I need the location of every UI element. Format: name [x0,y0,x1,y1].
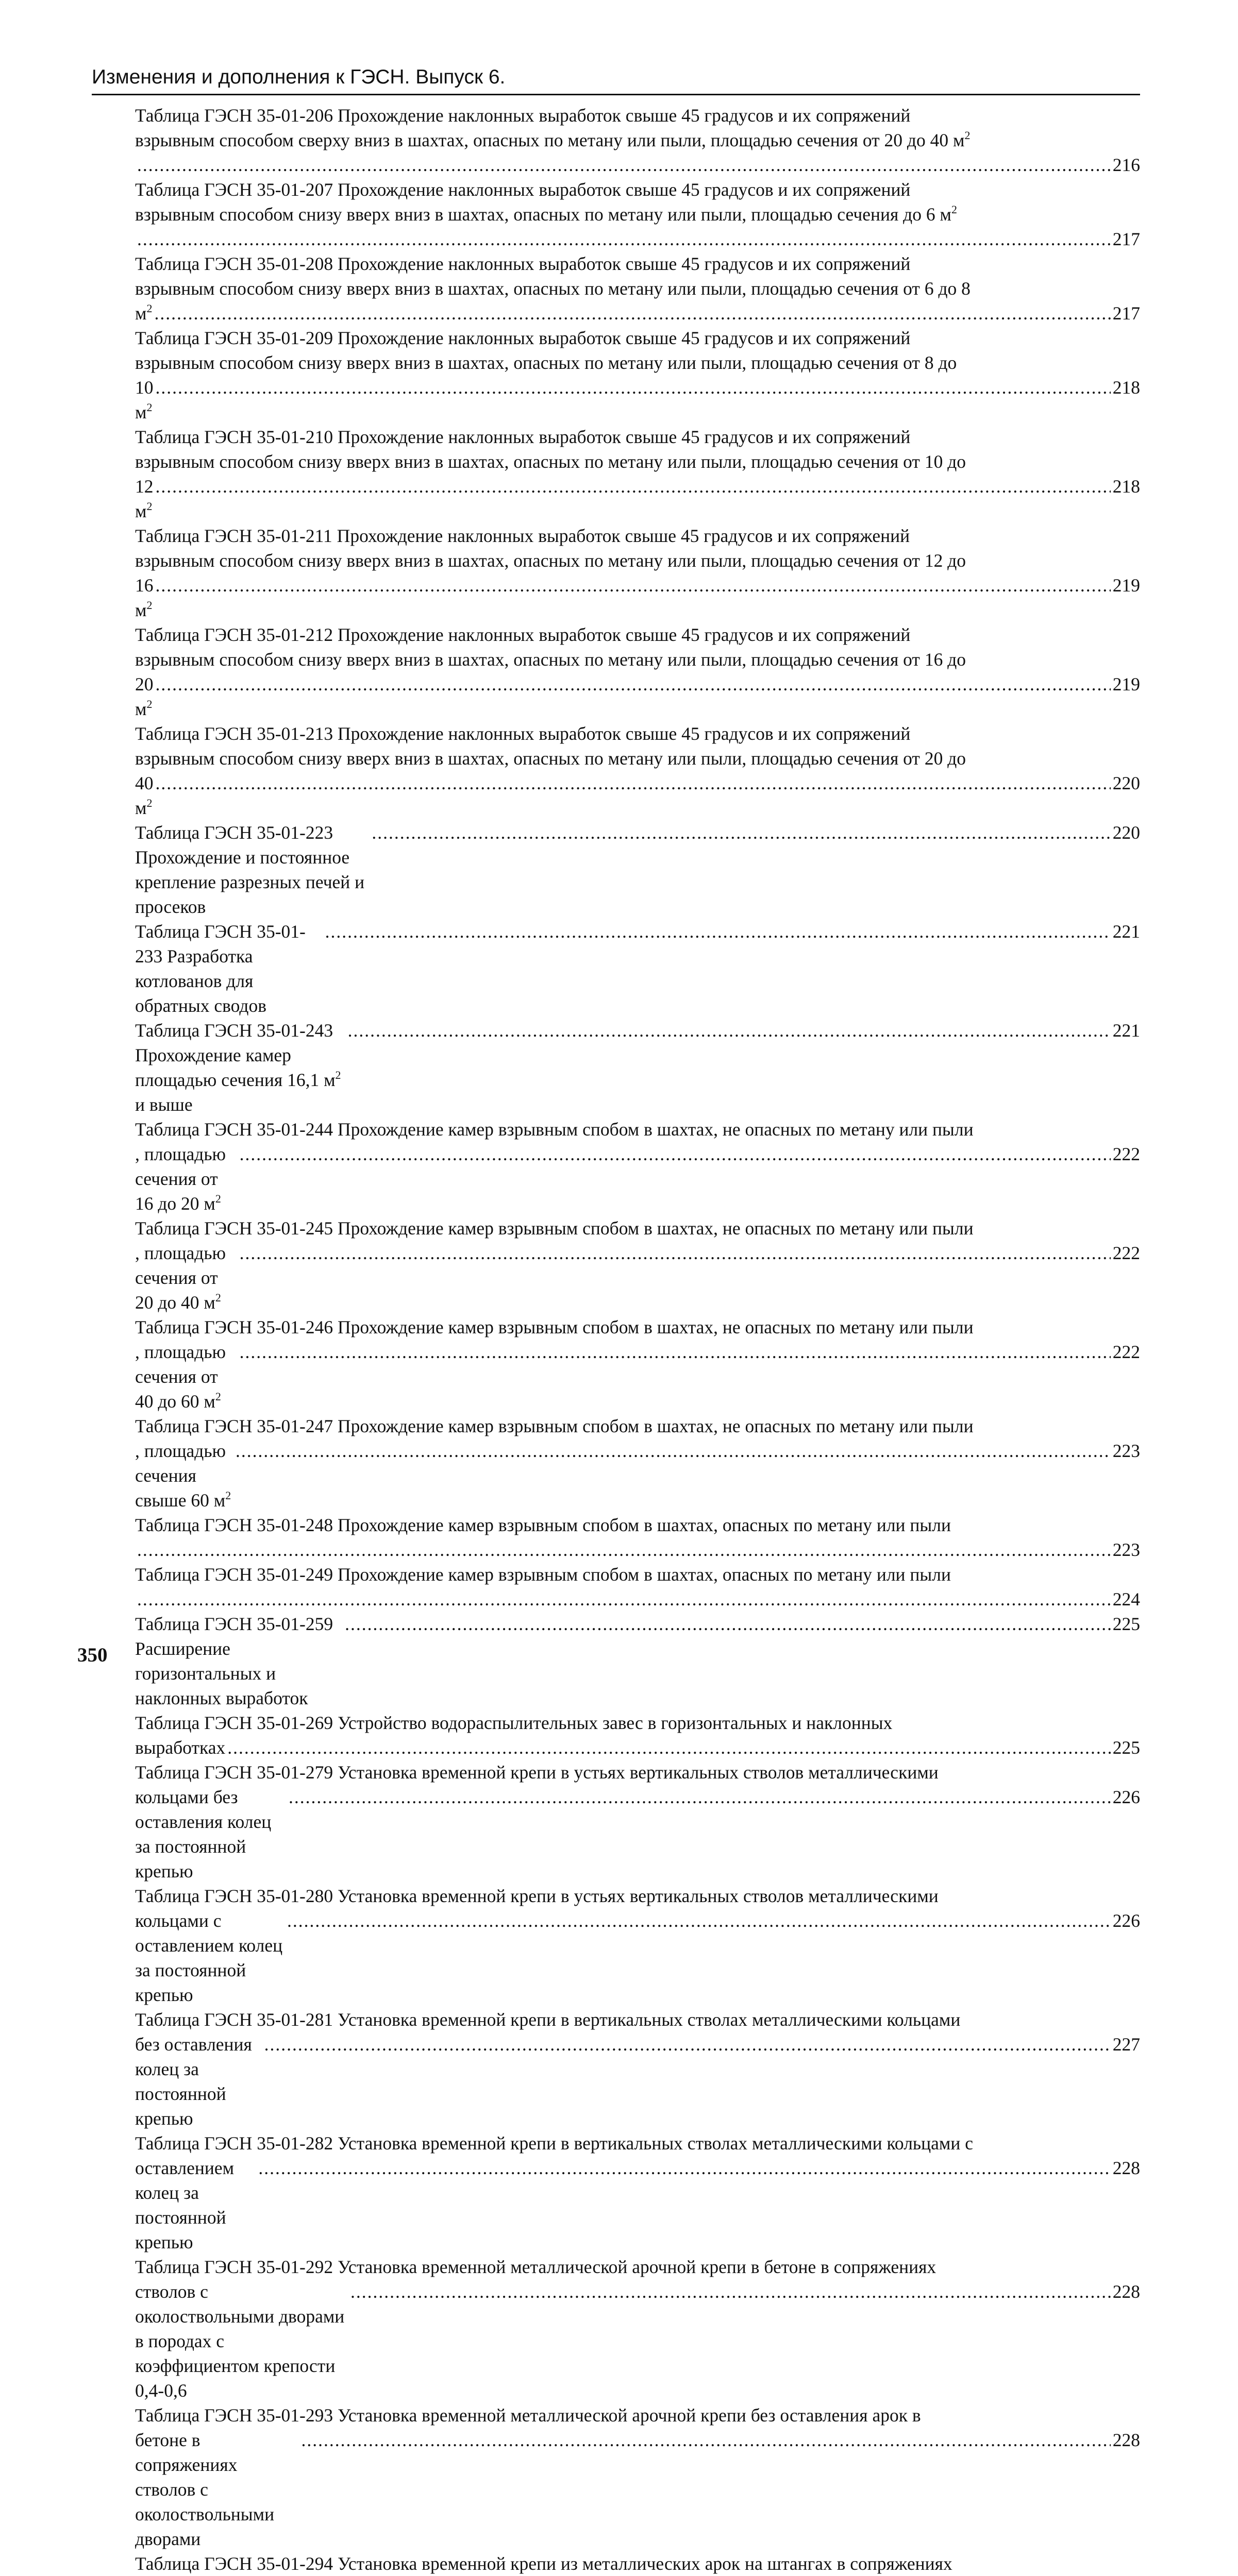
toc-entry-line: Таблица ГЭСН 35-01-269 Устройство водораспылительных завес в горизонтальных и наклонных [135,1713,893,1733]
toc-entry-line: взрывным способом сверху вниз в шахтах, опасных по метану или пыли, площадью сечения от 20 до 40 $м^2$ [135,129,971,150]
toc-page-number[interactable]: 225 [1112,1737,1140,1758]
toc-entry-leader-line [135,1908,1140,2007]
toc-entry-line: Таблица ГЭСН 35-01-281 Установка временной крепи в вертикальных стволах металлическими кольцами [135,2009,961,2030]
toc-entry-title-tail: , площадью сечения от 40 до 60 $м^2$ [135,1342,226,1412]
toc-entry-leader-line [135,474,1140,523]
toc-page-number[interactable]: 217 [1112,229,1140,249]
toc-page-number[interactable]: 228 [1112,2430,1140,2450]
toc-entry-line: Таблица ГЭСН 35-01-293 Установка временной металлической арочной крепи без оставления арок в [135,2405,921,2426]
toc-entry[interactable] [135,1562,1140,1612]
toc-entry-leader-line [135,1785,1140,1884]
toc-entry-leader-line [135,1587,1140,1612]
dot-leader [264,2032,1111,2057]
toc-entry-line: взрывным способом снизу вверх вниз в шахтах, опасных по метану или пыли, площадью сечения до 6 $м^2$ [135,203,957,225]
toc-entry-title-tail: кольцами с оставлением колец за постоянной крепью [135,1910,283,2005]
toc-entry[interactable] [135,919,1140,1018]
toc-entry-line: Таблица ГЭСН 35-01-244 Прохождение камер взрывным спобом в шахтах, не опасных по метану или пыли [135,1119,974,1140]
toc-page-number[interactable]: 224 [1112,1589,1140,1609]
toc-page-number[interactable]: 219 [1112,575,1140,596]
toc-entry-title-tail: , площадью сечения от 16 до 20 $м^2$ [135,1144,226,1214]
dot-leader [301,2428,1110,2452]
toc-entry-line: взрывным способом снизу вверх вниз в шахтах, опасных по метану или пыли, площадью сечения от 12 до [135,550,966,571]
toc-entry-line: Таблица ГЭСН 35-01-213 Прохождение наклонных выработок свыше 45 градусов и их сопряжений [135,723,911,744]
toc-entry-leader-line [135,1142,1140,1216]
toc-entry[interactable] [135,177,1140,251]
toc-entry-leader-line [135,2279,1140,2403]
toc-entry-title-tail: Таблица ГЭСН 35-01-259 Расширение горизонтальных и наклонных выработок [135,1614,333,1708]
dot-leader [289,1785,1111,1809]
dot-leader [350,2279,1111,2304]
dot-leader [240,1142,1111,1166]
toc-entry[interactable] [135,1760,1140,1884]
dot-leader [156,672,1111,697]
toc-entry-line: Таблица ГЭСН 35-01-208 Прохождение наклонных выработок свыше 45 градусов и их сопряжений [135,253,911,274]
dot-leader [348,1018,1111,1043]
toc-entry-leader-line [135,2428,1140,2551]
toc-entry[interactable] [135,721,1140,820]
toc-entry-leader-line [135,1537,1140,1562]
toc-page-number[interactable]: 221 [1112,921,1140,942]
dot-leader [372,820,1110,845]
toc-entry-title-tail: бетоне в сопряжениях стволов с околоствольными дворами [135,2430,275,2549]
toc-entry[interactable] [135,2403,1140,2551]
toc-entry[interactable] [135,1612,1140,1710]
toc-entry[interactable] [135,1117,1140,1216]
toc-entry[interactable] [135,622,1140,721]
toc-page-number[interactable]: 227 [1112,2034,1140,2055]
toc-entry-line: Таблица ГЭСН 35-01-211 Прохождение наклонных выработок свыше 45 градусов и их сопряжений [135,526,910,546]
toc-entry-leader-line [135,2156,1140,2255]
dot-leader [345,1612,1111,1636]
toc-page-number[interactable]: 218 [1112,476,1140,497]
toc-entry-leader-line [135,1735,1140,1760]
toc-entry-leader-line [135,1340,1140,1414]
toc-entry-leader-line [135,919,1140,1018]
toc-page-number[interactable]: 228 [1112,2281,1140,2302]
toc-entry[interactable] [135,1884,1140,2007]
toc-entry-line: взрывным способом снизу вверх вниз в шахтах, опасных по метану или пыли, площадью сечения от 10 до [135,451,966,472]
dot-leader [287,1908,1111,1933]
dot-leader [240,1241,1111,1265]
toc-entry[interactable] [135,425,1140,523]
toc-entry-line: Таблица ГЭСН 35-01-206 Прохождение наклонных выработок свыше 45 градусов и их сопряжений [135,105,911,126]
toc-entry-line: Таблица ГЭСН 35-01-248 Прохождение камер взрывным спобом в шахтах, опасных по метану или пыли [135,1515,951,1535]
toc-entry-leader-line [135,672,1140,721]
page-number: 350 [77,1644,108,1666]
toc-entry[interactable] [135,523,1140,622]
toc-entry-leader-line [135,227,1140,251]
toc-entry-title-tail: 40 $м^2$ [135,773,154,818]
toc-entry[interactable] [135,103,1140,177]
dot-leader [156,573,1111,598]
toc-page-number[interactable]: 218 [1112,377,1140,398]
toc-entry-leader-line [135,375,1140,425]
toc-entry-leader-line [135,2032,1140,2131]
dot-leader [240,1340,1111,1364]
toc-entry-line: Таблица ГЭСН 35-01-247 Прохождение камер взрывным спобом в шахтах, не опасных по метану или пыли [135,1416,974,1436]
dot-leader [156,771,1111,795]
toc-entry-line: Таблица ГЭСН 35-01-210 Прохождение наклонных выработок свыше 45 градусов и их сопряжений [135,427,911,447]
toc-entry-title-tail: Таблица ГЭСН 35-01-243 Прохождение камер площадью сечения 16,1 $м^2$ и выше [135,1020,341,1115]
toc-entry-line: взрывным способом снизу вверх вниз в шахтах, опасных по метану или пыли, площадью сечения от 8 до [135,352,957,373]
dot-leader [258,2156,1110,2180]
toc-entry-leader-line [135,771,1140,820]
toc-page-number[interactable]: 220 [1112,822,1140,843]
toc-entry-title-tail: 12 $м^2$ [135,476,154,521]
toc-entry-title-tail: 10 $м^2$ [135,377,154,422]
toc-entry[interactable] [135,1710,1140,1760]
toc-entry[interactable] [135,1018,1140,1117]
toc-entry[interactable] [135,251,1140,326]
toc-entry[interactable] [135,2131,1140,2255]
toc-page-number[interactable]: 221 [1112,1020,1140,1041]
toc-entry-leader-line [135,573,1140,622]
toc-entry-line: Таблица ГЭСН 35-01-207 Прохождение наклонных выработок свыше 45 градусов и их сопряжений [135,179,911,200]
toc-page-number[interactable]: 217 [1112,303,1140,324]
toc-entry-title-tail: Таблица ГЭСН 35-01-223 Прохождение и постоянное крепление разрезных печей и просеков [135,822,365,917]
dot-leader [325,919,1111,944]
toc-entry-line: Таблица ГЭСН 35-01-282 Установка временной крепи в вертикальных стволах металлическими кольцами с [135,2133,973,2154]
toc-page-number[interactable]: 220 [1112,773,1140,793]
toc-entry-line: Таблица ГЭСН 35-01-245 Прохождение камер взрывным спобом в шахтах, не опасных по метану или пыли [135,1218,974,1239]
dot-leader [137,152,1111,177]
toc-entry-title-tail: выработках [135,1737,226,1758]
toc-entry-line: взрывным способом снизу вверх вниз в шахтах, опасных по метану или пыли, площадью сечения от 16 до [135,649,966,670]
table-of-contents [135,103,1140,2576]
toc-entry[interactable] [135,326,1140,425]
toc-entry[interactable] [135,2551,1140,2576]
toc-page-number[interactable]: 222 [1112,1144,1140,1164]
dot-leader [156,474,1111,499]
toc-entry-leader-line [135,1612,1140,1710]
dot-leader [137,1587,1111,1612]
toc-entry-title-tail: 20 $м^2$ [135,674,154,719]
toc-entry-leader-line [135,301,1140,326]
toc-entry-title-tail: Таблица ГЭСН 35-01-233 Разработка котлованов для обратных сводов [135,921,306,1016]
toc-entry-line: Таблица ГЭСН 35-01-279 Установка временной крепи в устьях вертикальных стволов металлическими [135,1762,939,1783]
toc-entry[interactable] [135,2255,1140,2403]
toc-entry-line: Таблица ГЭСН 35-01-212 Прохождение наклонных выработок свыше 45 градусов и их сопряжений [135,624,911,645]
dot-leader [227,1735,1111,1760]
toc-entry-title-tail: 16 $м^2$ [135,575,154,620]
toc-entry[interactable] [135,1414,1140,1513]
toc-page-number[interactable]: 226 [1112,1787,1140,1807]
toc-page-number[interactable]: 222 [1112,1243,1140,1263]
dot-leader [154,301,1110,326]
toc-entry[interactable] [135,820,1140,919]
toc-page-number[interactable]: 228 [1112,2158,1140,2178]
toc-entry-leader-line [135,152,1140,177]
toc-entry-leader-line [135,820,1140,919]
toc-entry-title-tail: $м^2$ [135,302,153,324]
toc-page-number[interactable]: 225 [1112,1614,1140,1634]
toc-page-number[interactable]: 216 [1112,155,1140,175]
toc-entry[interactable] [135,1315,1140,1414]
toc-entry-title-tail: оставлением колец за постоянной крепью [135,2158,235,2252]
toc-entry-line: Таблица ГЭСН 35-01-280 Установка временной крепи в устьях вертикальных стволов металлическими [135,1886,939,1906]
toc-page-number[interactable]: 219 [1112,674,1140,694]
toc-entry-line: взрывным способом снизу вверх вниз в шахтах, опасных по метану или пыли, площадью сечения от 20 до [135,748,966,769]
toc-page-number[interactable]: 226 [1112,1910,1140,1931]
dot-leader [137,227,1111,251]
dot-leader [236,1438,1111,1463]
toc-entry-leader-line [135,1438,1140,1513]
toc-entry[interactable] [135,2007,1140,2131]
dot-leader [137,1537,1111,1562]
toc-entry-leader-line [135,1241,1140,1315]
dot-leader [156,375,1111,400]
toc-entry-title-tail: , площадью сечения от 20 до 40 $м^2$ [135,1243,226,1313]
toc-entry[interactable] [135,1513,1140,1562]
toc-entry-title-tail: стволов с околоствольными дворами в породах с коэффициентом крепости 0,4-0,6 [135,2281,345,2401]
toc-entry[interactable] [135,1216,1140,1315]
toc-entry-title-tail: , площадью сечения свыше 60 $м^2$ [135,1440,231,1511]
toc-entry-title-tail: без оставления колец за постоянной крепью [135,2034,252,2129]
running-header: Изменения и дополнения к ГЭСН. Выпуск 6. [92,64,1140,95]
toc-entry-line: Таблица ГЭСН 35-01-209 Прохождение наклонных выработок свыше 45 градусов и их сопряжений [135,328,911,348]
toc-entry-line: Таблица ГЭСН 35-01-246 Прохождение камер взрывным спобом в шахтах, не опасных по метану или пыли [135,1317,974,1337]
toc-page-number[interactable]: 223 [1112,1539,1140,1560]
toc-entry-line: Таблица ГЭСН 35-01-249 Прохождение камер взрывным спобом в шахтах, опасных по метану или пыли [135,1564,951,1585]
toc-entry-leader-line [135,1018,1140,1117]
toc-entry-line: Таблица ГЭСН 35-01-292 Установка временной металлической арочной крепи в бетоне в сопряжениях [135,2257,936,2277]
toc-entry-line: Таблица ГЭСН 35-01-294 Установка временной крепи из металлических арок на штангах в сопряжениях [135,2553,952,2574]
toc-entry-line: взрывным способом снизу вверх вниз в шахтах, опасных по метану или пыли, площадью сечения от 6 до 8 [135,278,971,299]
toc-page-number[interactable]: 222 [1112,1342,1140,1362]
toc-entry-title-tail: кольцами без оставления колец за постоянной крепью [135,1787,272,1882]
toc-page-number[interactable]: 223 [1112,1440,1140,1461]
